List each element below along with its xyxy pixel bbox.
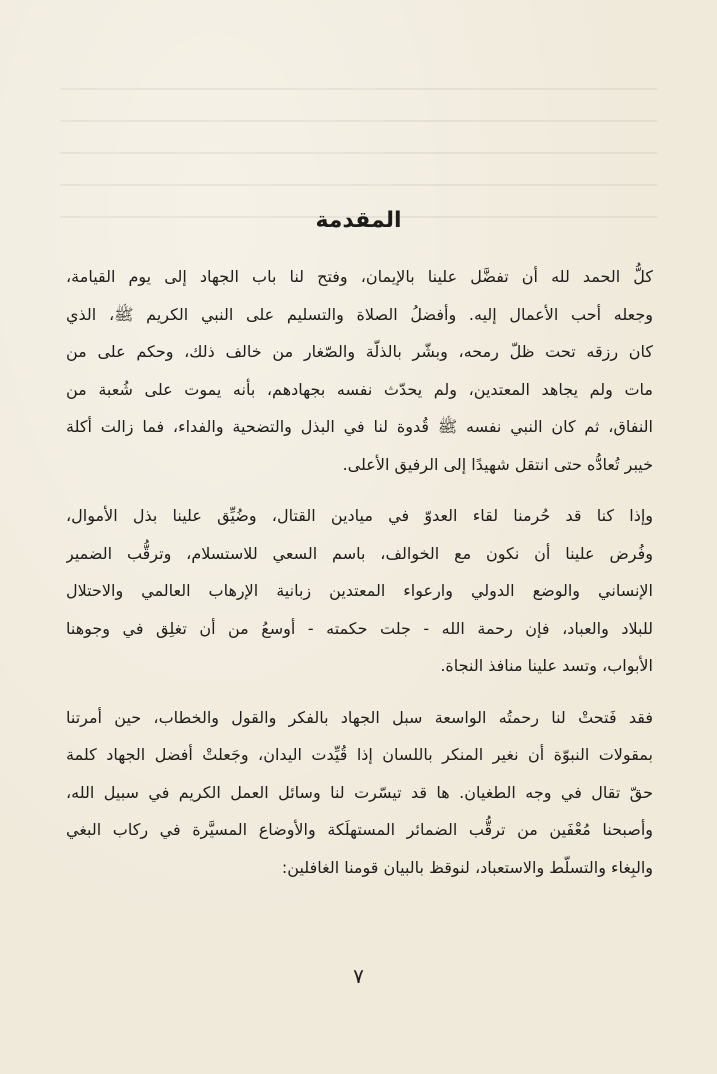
- paragraph-2: [66, 497, 653, 685]
- text-line: كلُّ الحمد لله أن تفضَّل علينا بالإيمان، وفتح لنا باب الجهاد إلى يوم القيامة،: [66, 267, 653, 286]
- page-title: المقدمة: [315, 208, 402, 233]
- text-line: كان رزقه تحت ظلّ رمحه، وبشّر بالذلّة والصّغار من خالف ذلك، وحكم على من: [66, 342, 653, 361]
- text-line: بمقولات النبوّة أن نغير المنكر باللسان إذا قُيِّدت اليدان، وجَعلتْ أفضل الجهاد كلمة: [66, 745, 653, 764]
- page-number: ٧: [353, 964, 364, 988]
- paragraph-1: [66, 258, 653, 483]
- text-line: وإذا كنا قد حُرمنا لقاء العدوّ في ميادين القتال، وضُيِّق علينا بذل الأموال،: [66, 506, 653, 525]
- text-line: فقد فَتحتْ لنا رحمتُه الواسعة سبل الجهاد بالفكر والقول والخطاب، حين أمرتنا: [66, 707, 653, 727]
- text-line: الإنساني والوضع الدولي وارعواء المعتدين زبانية الإرهاب العالمي والاحتلال: [66, 581, 653, 600]
- paragraph-3: [66, 699, 653, 887]
- text-line: خيبر تُعادُّه حتى انتقل شهيدًا إلى الرفيق الأعلى.: [342, 454, 653, 474]
- body-text: [66, 258, 653, 886]
- text-line: وفُرض علينا أن نكون مع الخوالف، باسم السعي للاستسلام، وترقُّب الضمير: [66, 543, 653, 563]
- text-line: النفاق، ثم كان النبي نفسه ﷺ قُدوة لنا في البذل والتضحية والفداء، فما زالت أكلة: [66, 417, 653, 436]
- text-line: وأصبحنا مُعْفَين من ترقُّب الضمائر المستهلَكة والأوضاع المسيَّرة في ركاب البغي: [66, 820, 653, 839]
- text-line: والبِغاء والتسلّط والاستعباد، لنوقظ بالبيان قومنا الغافلين:: [281, 857, 653, 877]
- text-line: وجعله أحب الأعمال إليه. وأفضلُ الصلاة والتسليم على النبي الكريم ﷺ، الذي: [66, 304, 653, 324]
- text-line: الأبواب، وتسد علينا منافذ النجاة.: [440, 656, 653, 675]
- text-line: للبلاد والعباد، فإن رحمة الله - جلت حكمته - أوسعُ من أن تغلِق في وجوهنا: [66, 618, 653, 638]
- text-line: مات ولم يجاهد المعتدين، ولم يحدّث نفسه بجهادهم، بأنه يموت على شُعبة من: [66, 379, 653, 399]
- text-line: حقّ تقال في وجه الطغيان. ها قد تيسّرت لنا وسائل العمل الكريم في سبيل الله،: [66, 782, 653, 802]
